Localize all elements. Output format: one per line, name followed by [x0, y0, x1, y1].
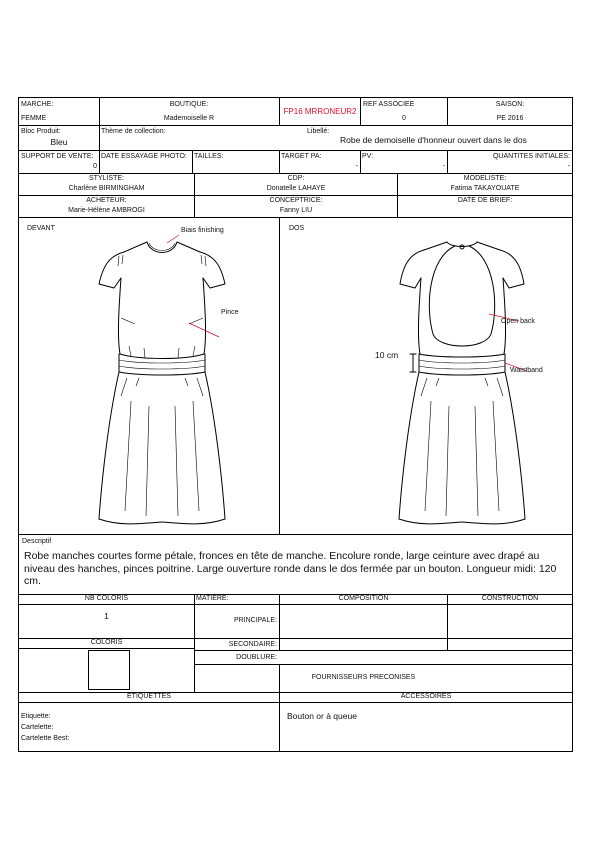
biais-annotation: Biais finishing	[181, 227, 224, 234]
front-dress-sketch	[69, 226, 259, 531]
theme-label: Thème de collection:	[101, 128, 166, 135]
quantites-value: -	[567, 163, 570, 170]
waistband-pleats	[119, 360, 205, 369]
rule	[192, 150, 193, 173]
ref-associee-label: REF ASSOCIEE	[363, 101, 415, 108]
modeliste-value: Fatima TAKAYOUATE	[450, 185, 520, 192]
colour-swatch	[88, 650, 130, 690]
back-neckline	[447, 242, 477, 247]
quantites-label: QUANTITES INITIALES:	[492, 153, 570, 160]
date-essayage-label: DATE ESSAYAGE PHOTO:	[101, 153, 187, 160]
right-shoulder	[477, 242, 500, 250]
support-vente-value: 0	[93, 163, 97, 170]
skirt-left	[99, 372, 119, 519]
etiquettes-label: ETIQUETTES	[127, 693, 171, 700]
rule	[19, 195, 572, 196]
cartelette-best-label: Cartelette Best:	[21, 735, 70, 742]
composition-label: COMPOSITION	[338, 595, 389, 602]
doublure-label: DOUBLURE:	[236, 654, 277, 661]
secondaire-label: SECONDAIRE:	[228, 641, 277, 648]
pv-value: -	[442, 163, 445, 170]
skirt-hem	[99, 519, 225, 524]
reference-code: FP16 MRRONEUR2	[283, 107, 357, 116]
rule	[19, 534, 572, 535]
rule	[194, 650, 572, 651]
saison-value: PE 2016	[496, 115, 524, 122]
ref-associee-value: 0	[402, 115, 406, 122]
matiere-label: MATIERE:	[196, 595, 229, 602]
rule	[194, 664, 572, 665]
back-dress-sketch	[369, 226, 569, 531]
rule	[19, 173, 572, 174]
boutique-label: BOUTIQUE:	[169, 101, 209, 108]
accessoires-label: ACCESSOIRES	[400, 693, 452, 700]
coloris-label: COLORIS	[90, 639, 123, 646]
styliste-value: Charlène BIRMINGHAM	[68, 185, 145, 192]
rule	[19, 125, 572, 126]
modeliste-label: MODELISTE:	[463, 175, 507, 182]
saison-label: SAISON:	[495, 101, 525, 108]
devant-label: DEVANT	[27, 225, 55, 232]
waistband-pleats	[419, 360, 505, 369]
nb-coloris-label: NB COLORIS	[84, 595, 129, 602]
rule	[19, 702, 572, 703]
fournisseurs-label: FOURNISSEURS PRECONISES	[311, 674, 416, 681]
cdp-label: CDP:	[287, 175, 305, 182]
nb-coloris-value: 1	[104, 611, 109, 621]
etiquette-label: Etiquette:	[21, 713, 51, 720]
descriptif-label: Descriptif	[22, 538, 52, 545]
bodice-hem	[120, 354, 204, 359]
bodice-right	[503, 278, 506, 354]
rule	[19, 217, 572, 218]
pv-label: PV:	[362, 153, 374, 160]
acheteur-label: ACHETEUR:	[86, 197, 127, 204]
date-brief-label: DATE DE BRIEF:	[457, 197, 513, 204]
open-back-annotation: Open back	[501, 318, 535, 325]
libelle-value: Robe de demoiselle d'honneur ouvert dans le dos	[340, 135, 527, 145]
rule	[194, 594, 195, 692]
cdp-value: Donatelle LAHAYE	[266, 185, 326, 192]
styliste-label: STYLISTE:	[88, 175, 124, 182]
accessoire-value: Bouton or à queue	[287, 711, 357, 721]
measure-annotation: 10 cm	[375, 350, 399, 360]
marche-label: MARCHE:	[21, 101, 54, 108]
rule	[19, 150, 572, 151]
support-vente-label: SUPPORT DE VENTE:	[21, 153, 94, 160]
description-text: Robe manches courtes forme pétale, fronces en tête de manche. Encolure ronde, large ceinture avec drapé au niveau des hanches, pinces poitrine. Large ouverture ronde dans le dos fermée par un bouton. Longueur midi: 120 cm.	[24, 550, 557, 587]
target-pa-value: -	[355, 163, 358, 170]
bodice-left	[118, 278, 121, 354]
tech-sheet	[18, 97, 573, 752]
bloc-produit-value: Bleu	[50, 137, 68, 147]
bloc-produit-label: Bloc Produit:	[21, 128, 61, 135]
hip-drape	[421, 378, 503, 396]
skirt-left	[399, 372, 419, 519]
sleeve-gathers	[118, 255, 123, 266]
bodice-left	[418, 278, 421, 354]
rule	[279, 98, 280, 125]
boutique-value: Mademoiselle R	[163, 115, 215, 122]
waistband	[419, 354, 505, 375]
skirt-folds	[425, 401, 499, 516]
hip-drape	[121, 378, 203, 396]
pince-annotation: Pince	[221, 309, 239, 316]
rule	[447, 150, 448, 173]
left-shoulder	[424, 242, 447, 250]
marche-value: FEMME	[21, 115, 47, 122]
conceptrice-label: CONCEPTRICE:	[269, 197, 323, 204]
sleeve-gathers	[201, 255, 206, 266]
construction-label: CONSTRUCTION	[481, 595, 539, 602]
rule	[99, 150, 100, 173]
skirt-folds	[125, 401, 199, 516]
conceptrice-value: Fanny LIU	[279, 207, 313, 214]
rule	[360, 150, 361, 173]
skirt-hem	[399, 519, 525, 524]
principale-label: PRINCIPALE:	[233, 617, 277, 624]
dos-label: DOS	[289, 225, 305, 232]
rule	[99, 98, 100, 150]
skirt-right	[505, 372, 525, 519]
rule	[279, 150, 280, 173]
acheteur-value: Marie-Hélène AMBROGI	[68, 207, 145, 214]
waistband-annotation: Waistband	[510, 367, 543, 374]
skirt-right	[205, 372, 225, 519]
bodice-folds	[129, 346, 195, 358]
right-dart	[189, 318, 203, 324]
libelle-label: Libellé:	[307, 128, 330, 135]
waistband	[119, 354, 205, 375]
rule	[19, 604, 572, 605]
target-pa-label: TARGET PA:	[281, 153, 322, 160]
left-shoulder	[124, 242, 147, 252]
pince-leader	[189, 323, 219, 337]
cartelette-label: Cartelette:	[21, 724, 54, 731]
bodice-right	[203, 278, 206, 354]
rule	[279, 217, 280, 534]
left-dart	[121, 318, 135, 324]
right-shoulder	[177, 242, 200, 252]
open-back-cutout	[429, 246, 494, 346]
rule	[19, 648, 194, 649]
tailles-label: TAILLES:	[194, 153, 224, 160]
